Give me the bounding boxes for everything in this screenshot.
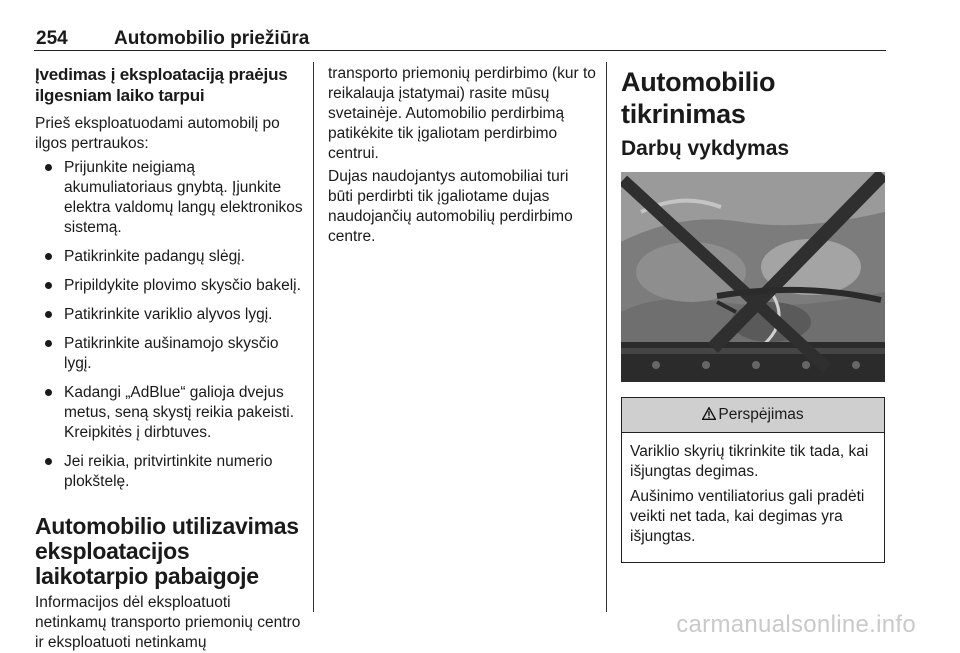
bullet-icon — [45, 164, 52, 171]
paragraph: transporto priemonių perdirbimo (kur to reikalauja įstatymai) rasite mūsų svetainėje. Automobilio perdirbimą patikėkite tik įgaliotam perdirbimo centrui. — [328, 65, 596, 162]
list-item: Patikrinkite variklio alyvos lygį. — [35, 305, 305, 325]
bullet-icon — [45, 458, 52, 465]
list-item: Jei reikia, pritvirtinkite numerio plokštelę. — [35, 452, 305, 492]
list-item: Patikrinkite aušinamojo skysčio lygį. — [35, 334, 305, 374]
watermark: carmanualsonline.info — [676, 611, 916, 638]
warning-triangle-icon — [702, 407, 716, 420]
engine-bay-hood-strut-photo — [621, 172, 885, 382]
disposal-text: Informacijos dėl eksploatuoti netinkamų transporto priemonių centro ir eksploatuoti netinkamų — [35, 594, 301, 651]
storage-subheading: Įvedimas į eksploataciją praėjus ilgesniam laiko tarpui — [35, 65, 288, 105]
section-subheading: Darbų vykdymas — [621, 137, 790, 160]
warning-body — [622, 433, 884, 562]
paragraph: Dujas naudojantys automobiliai turi būti perdirbti tik įgaliotame dujas naudojančių automobilių perdirbimo centre. — [328, 168, 573, 245]
checklist — [35, 158, 305, 492]
list-item: Patikrinkite padangų slėgį. — [35, 247, 305, 267]
warning-text: Variklio skyrių tikrinkite tik tada, kai išjungtas degimas. — [630, 443, 869, 480]
warning-title: Perspėjimas — [718, 406, 804, 423]
bullet-icon — [45, 282, 52, 289]
column-middle — [328, 64, 596, 250]
warning-text: Aušinimo ventiliatorius gali pradėti veikti net tada, kai degimas yra išjungtas. — [630, 488, 865, 545]
column-divider — [313, 62, 314, 612]
section-heading: Automobilio tikrinimas — [621, 67, 776, 129]
list-item: Prijunkite neigiamą akumuliatoriaus gnybtą. Įjunkite elektra valdomų langų elektronikos sistemą. — [35, 158, 305, 238]
bullet-icon — [45, 253, 52, 260]
page-number: 254 — [36, 28, 68, 49]
bullet-icon — [45, 389, 52, 396]
engine-bay-photo — [621, 172, 885, 382]
column-divider — [606, 62, 607, 612]
warning-box — [621, 397, 885, 563]
disposal-heading: Automobilio utilizavimas eksploatacijos laikotarpio pabaigoje — [35, 513, 299, 589]
bullet-icon — [45, 340, 52, 347]
column-left — [35, 64, 305, 653]
bullet-icon — [45, 311, 52, 318]
column-right — [621, 66, 885, 563]
storage-intro: Prieš eksploatuodami automobilį po ilgos pertraukos: — [35, 115, 280, 152]
list-item: Pripildykite plovimo skysčio bakelį. — [35, 276, 305, 296]
chapter-title: Automobilio priežiūra — [114, 28, 310, 49]
warning-header — [622, 398, 884, 433]
list-item: Kadangi „AdBlue“ galioja dvejus metus, seną skystį reikia pakeisti. Kreipkitės į dirbtuves. — [35, 383, 305, 443]
page-header — [34, 26, 886, 51]
